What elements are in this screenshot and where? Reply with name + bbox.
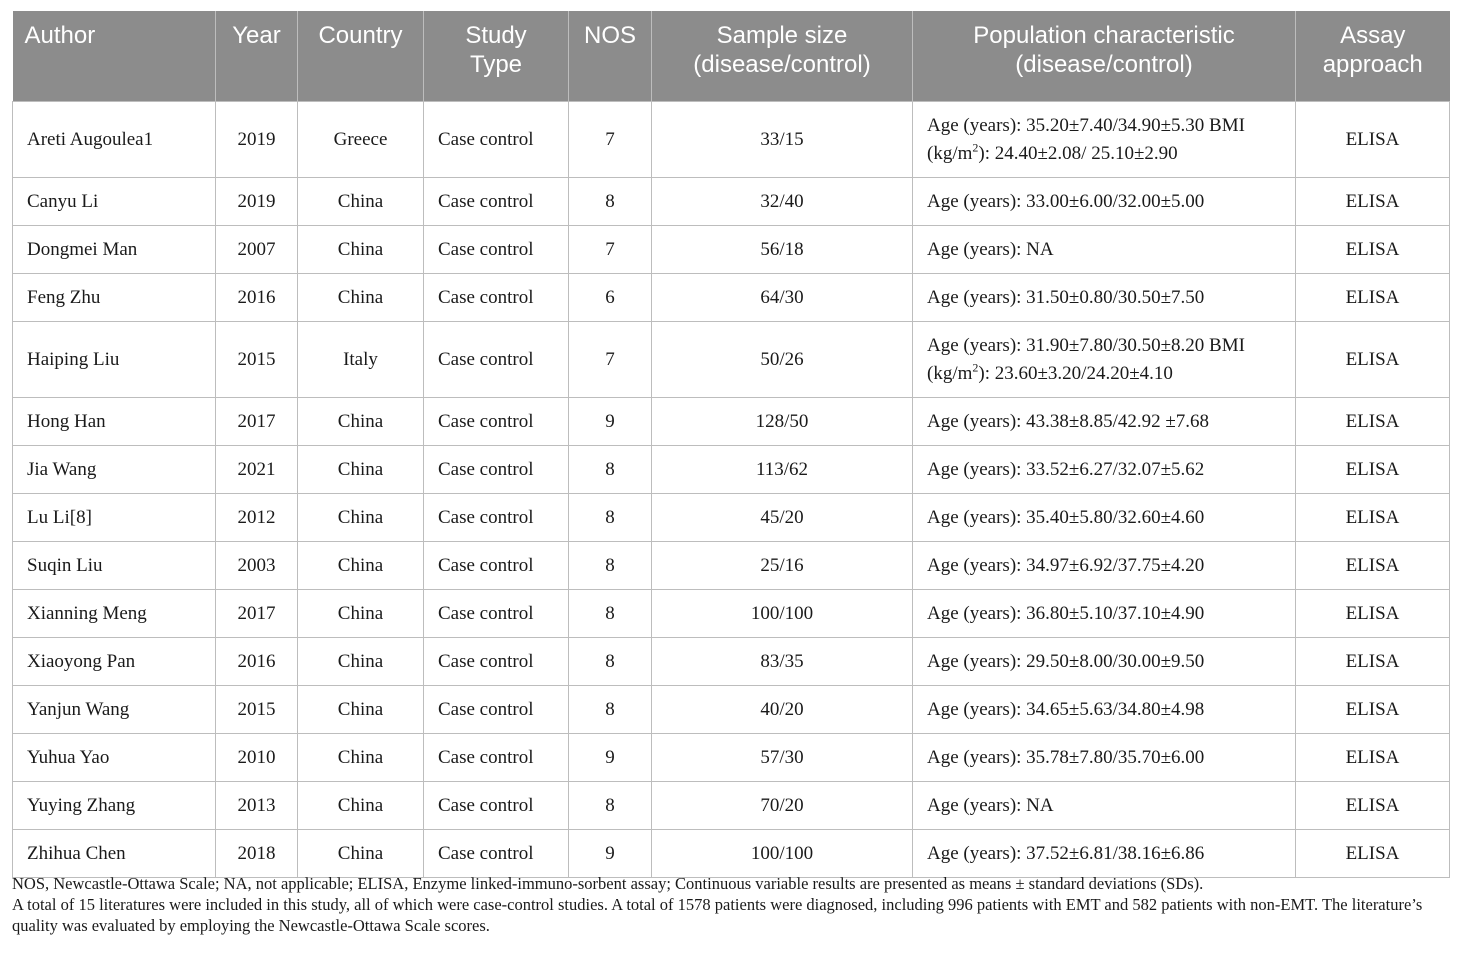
cell-author: Areti Augoulea1 xyxy=(13,102,216,178)
cell-year: 2017 xyxy=(216,590,298,638)
cell-country: China xyxy=(298,590,424,638)
table-footnote xyxy=(12,873,1452,936)
cell-author: Xiaoyong Pan xyxy=(13,638,216,686)
cell-type: Case control xyxy=(424,446,569,494)
cell-country: Italy xyxy=(298,322,424,398)
header-row xyxy=(13,11,1450,102)
cell-nos: 8 xyxy=(569,542,652,590)
cell-assay: ELISA xyxy=(1296,102,1450,178)
table-row xyxy=(13,178,1450,226)
cell-author: Suqin Liu xyxy=(13,542,216,590)
cell-sample: 40/20 xyxy=(652,686,913,734)
cell-type: Case control xyxy=(424,782,569,830)
table-row xyxy=(13,446,1450,494)
cell-sample: 33/15 xyxy=(652,102,913,178)
cell-population: Age (years): 35.20±7.40/34.90±5.30 BMI $(kg/m^2)$: 24.40±2.08/ 25.10±2.90 xyxy=(913,102,1296,178)
cell-year: 2021 xyxy=(216,446,298,494)
cell-country: China xyxy=(298,782,424,830)
cell-sample: 70/20 xyxy=(652,782,913,830)
cell-author: Canyu Li xyxy=(13,178,216,226)
header-year: Year xyxy=(216,11,298,102)
cell-nos: 8 xyxy=(569,686,652,734)
cell-assay: ELISA xyxy=(1296,446,1450,494)
cell-country: Greece xyxy=(298,102,424,178)
cell-population: Age (years): 36.80±5.10/37.10±4.90 xyxy=(913,590,1296,638)
cell-year: 2019 xyxy=(216,102,298,178)
cell-country: China xyxy=(298,398,424,446)
table-row xyxy=(13,686,1450,734)
cell-assay: ELISA xyxy=(1296,542,1450,590)
cell-author: Xianning Meng xyxy=(13,590,216,638)
cell-sample: 56/18 xyxy=(652,226,913,274)
cell-country: China xyxy=(298,178,424,226)
header-population: Population characteristic (disease/control) xyxy=(913,11,1296,102)
header-sample-size: Sample size (disease/control) xyxy=(652,11,913,102)
cell-assay: ELISA xyxy=(1296,638,1450,686)
cell-sample: 50/26 xyxy=(652,322,913,398)
cell-year: 2003 xyxy=(216,542,298,590)
table-row xyxy=(13,494,1450,542)
footnote-abbreviations: NOS, Newcastle-Ottawa Scale; NA, not applicable; ELISA, Enzyme linked-immuno-sorbent assay; Continuous variable results are presented as means ± standard deviations (SDs). xyxy=(12,874,1204,893)
cell-population: Age (years): 31.90±7.80/30.50±8.20 BMI $(kg/m^2)$: 23.60±3.20/24.20±4.10 xyxy=(913,322,1296,398)
cell-country: China xyxy=(298,542,424,590)
cell-year: 2017 xyxy=(216,398,298,446)
cell-year: 2019 xyxy=(216,178,298,226)
cell-author: Zhihua Chen xyxy=(13,830,216,878)
cell-year: 2015 xyxy=(216,322,298,398)
table-row xyxy=(13,590,1450,638)
cell-sample: 32/40 xyxy=(652,178,913,226)
cell-type: Case control xyxy=(424,638,569,686)
table-row xyxy=(13,322,1450,398)
cell-author: Yuying Zhang xyxy=(13,782,216,830)
cell-population: Age (years): 34.65±5.63/34.80±4.98 xyxy=(913,686,1296,734)
cell-sample: 57/30 xyxy=(652,734,913,782)
cell-population: Age (years): 35.78±7.80/35.70±6.00 xyxy=(913,734,1296,782)
cell-nos: 7 xyxy=(569,226,652,274)
table-row xyxy=(13,226,1450,274)
header-nos: NOS xyxy=(569,11,652,102)
study-characteristics-table xyxy=(12,11,1450,878)
cell-nos: 8 xyxy=(569,590,652,638)
cell-nos: 8 xyxy=(569,178,652,226)
cell-country: China xyxy=(298,446,424,494)
cell-country: China xyxy=(298,638,424,686)
cell-author: Jia Wang xyxy=(13,446,216,494)
cell-type: Case control xyxy=(424,590,569,638)
table-row xyxy=(13,638,1450,686)
cell-type: Case control xyxy=(424,274,569,322)
cell-type: Case control xyxy=(424,542,569,590)
cell-nos: 9 xyxy=(569,830,652,878)
cell-population: Age (years): 37.52±6.81/38.16±6.86 xyxy=(913,830,1296,878)
cell-population: Age (years): 29.50±8.00/30.00±9.50 xyxy=(913,638,1296,686)
cell-type: Case control xyxy=(424,686,569,734)
cell-population: Age (years): 35.40±5.80/32.60±4.60 xyxy=(913,494,1296,542)
cell-country: China xyxy=(298,830,424,878)
header-study-type: Study Type xyxy=(424,11,569,102)
cell-assay: ELISA xyxy=(1296,590,1450,638)
table-row xyxy=(13,782,1450,830)
cell-population: Age (years): 34.97±6.92/37.75±4.20 xyxy=(913,542,1296,590)
cell-assay: ELISA xyxy=(1296,830,1450,878)
cell-assay: ELISA xyxy=(1296,494,1450,542)
cell-type: Case control xyxy=(424,226,569,274)
cell-nos: 9 xyxy=(569,734,652,782)
cell-sample: 100/100 xyxy=(652,590,913,638)
cell-assay: ELISA xyxy=(1296,226,1450,274)
cell-author: Haiping Liu xyxy=(13,322,216,398)
cell-assay: ELISA xyxy=(1296,398,1450,446)
cell-nos: 8 xyxy=(569,638,652,686)
cell-assay: ELISA xyxy=(1296,274,1450,322)
header-country: Country xyxy=(298,11,424,102)
cell-type: Case control xyxy=(424,494,569,542)
cell-nos: 8 xyxy=(569,782,652,830)
cell-year: 2018 xyxy=(216,830,298,878)
cell-population: Age (years): 33.00±6.00/32.00±5.00 xyxy=(913,178,1296,226)
footnote-summary: A total of 15 literatures were included in this study, all of which were case-control studies. A total of 1578 patients were diagnosed, including 996 patients with EMT and 582 patients with non-EMT. The literature’s quality was evaluated by employing the Newcastle-Ottawa Scale scores. xyxy=(12,895,1423,935)
cell-author: Feng Zhu xyxy=(13,274,216,322)
cell-country: China xyxy=(298,274,424,322)
table-row xyxy=(13,102,1450,178)
header-author: Author xyxy=(13,11,216,102)
cell-country: China xyxy=(298,734,424,782)
cell-assay: ELISA xyxy=(1296,322,1450,398)
cell-nos: 7 xyxy=(569,102,652,178)
cell-population: Age (years): 31.50±0.80/30.50±7.50 xyxy=(913,274,1296,322)
table-row xyxy=(13,734,1450,782)
cell-type: Case control xyxy=(424,398,569,446)
table-wrapper xyxy=(12,11,1449,878)
header-assay: Assay approach xyxy=(1296,11,1450,102)
cell-author: Lu Li[8] xyxy=(13,494,216,542)
cell-year: 2016 xyxy=(216,638,298,686)
cell-nos: 9 xyxy=(569,398,652,446)
cell-type: Case control xyxy=(424,322,569,398)
cell-nos: 6 xyxy=(569,274,652,322)
cell-assay: ELISA xyxy=(1296,178,1450,226)
cell-country: China xyxy=(298,686,424,734)
cell-country: China xyxy=(298,226,424,274)
cell-year: 2013 xyxy=(216,782,298,830)
table-row xyxy=(13,542,1450,590)
cell-population: Age (years): 43.38±8.85/42.92 ±7.68 xyxy=(913,398,1296,446)
table-row xyxy=(13,830,1450,878)
cell-author: Yuhua Yao xyxy=(13,734,216,782)
table-row xyxy=(13,398,1450,446)
cell-population: Age (years): NA xyxy=(913,782,1296,830)
cell-population: Age (years): 33.52±6.27/32.07±5.62 xyxy=(913,446,1296,494)
cell-year: 2015 xyxy=(216,686,298,734)
cell-sample: 45/20 xyxy=(652,494,913,542)
table-row xyxy=(13,274,1450,322)
cell-year: 2010 xyxy=(216,734,298,782)
cell-type: Case control xyxy=(424,102,569,178)
cell-type: Case control xyxy=(424,830,569,878)
cell-year: 2012 xyxy=(216,494,298,542)
cell-sample: 128/50 xyxy=(652,398,913,446)
cell-author: Hong Han xyxy=(13,398,216,446)
cell-sample: 113/62 xyxy=(652,446,913,494)
cell-country: China xyxy=(298,494,424,542)
cell-year: 2007 xyxy=(216,226,298,274)
cell-sample: 100/100 xyxy=(652,830,913,878)
cell-type: Case control xyxy=(424,734,569,782)
cell-author: Dongmei Man xyxy=(13,226,216,274)
cell-assay: ELISA xyxy=(1296,782,1450,830)
cell-year: 2016 xyxy=(216,274,298,322)
cell-sample: 64/30 xyxy=(652,274,913,322)
cell-author: Yanjun Wang xyxy=(13,686,216,734)
cell-type: Case control xyxy=(424,178,569,226)
cell-nos: 7 xyxy=(569,322,652,398)
cell-sample: 83/35 xyxy=(652,638,913,686)
cell-nos: 8 xyxy=(569,446,652,494)
cell-nos: 8 xyxy=(569,494,652,542)
cell-assay: ELISA xyxy=(1296,686,1450,734)
cell-sample: 25/16 xyxy=(652,542,913,590)
cell-assay: ELISA xyxy=(1296,734,1450,782)
cell-population: Age (years): NA xyxy=(913,226,1296,274)
